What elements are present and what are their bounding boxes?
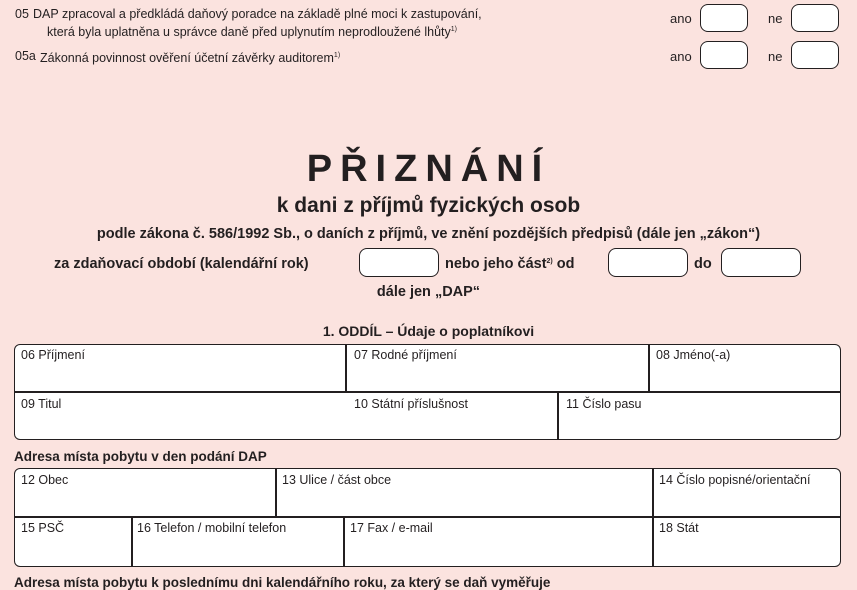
address-1-grid (14, 468, 841, 567)
section-1-title: 1. ODDÍL – Údaje o poplatníkovi (322, 323, 535, 339)
address-1-title: Adresa místa pobytu v den podání DAP (14, 449, 267, 464)
field-18-country[interactable]: 18 Stát (659, 521, 699, 535)
period-label: za zdaňovací období (kalendářní rok) (54, 256, 309, 272)
row-05a-yes-box[interactable] (700, 41, 748, 69)
field-11-passport[interactable]: 11 Číslo pasu (566, 397, 642, 411)
row-05-text-2: která byla uplatněna u správce daně před uplynutím neprodloužené lhůty (47, 25, 451, 39)
row-05-yes-box[interactable] (700, 4, 748, 32)
row-05a-footnote: 1) (333, 52, 341, 59)
from-label: od (556, 256, 575, 272)
row-05a-no-label: ne (768, 49, 783, 64)
field-08-first-name[interactable]: 08 Jméno(-a) (656, 348, 731, 362)
row-05a-yes-label: ano (670, 49, 692, 64)
period-part-label: nebo jeho část (445, 256, 547, 272)
field-12-city[interactable]: 12 Obec (21, 473, 69, 487)
field-06-surname[interactable]: 06 Příjmení (21, 348, 85, 362)
row-05a-text: Zákonná povinnost ověření účetní závěrky auditorem (40, 51, 334, 65)
period-part-wrap (445, 256, 575, 272)
row-05a-code: 05a (15, 49, 36, 63)
row-05-footnote: 1) (450, 26, 457, 33)
field-17-fax-email[interactable]: 17 Fax / e-mail (350, 521, 433, 535)
law-line: podle zákona č. 586/1992 Sb., o daních z příjmů, ve znění pozdějších předpisů (dále jen „zákon“) (96, 226, 761, 242)
field-13-street[interactable]: 13 Ulice / část obce (282, 473, 392, 487)
row-05-text-2-wrap (47, 22, 457, 40)
field-10-citizenship[interactable]: 10 Státní příslušnost (354, 397, 468, 411)
page-title: PŘIZNÁNÍ (306, 148, 551, 190)
field-09-title[interactable]: 09 Titul (21, 397, 62, 411)
field-15-postal-code[interactable]: 15 PSČ (21, 521, 65, 535)
period-part-footnote: 2) (546, 258, 553, 265)
page-subtitle: k dani z příjmů fyzických osob (276, 194, 581, 217)
period-to-box[interactable] (721, 248, 801, 277)
section-1-grid (14, 344, 841, 440)
field-14-house-number[interactable]: 14 Číslo popisné/orientační (659, 473, 811, 487)
field-07-birth-surname[interactable]: 07 Rodné příjmení (354, 348, 457, 362)
row-05a-text-wrap (40, 48, 340, 66)
row-05-no-box[interactable] (791, 4, 839, 32)
row-05-no-label: ne (768, 11, 783, 26)
period-from-box[interactable] (608, 248, 688, 277)
row-05a-no-box[interactable] (791, 41, 839, 69)
field-16-phone[interactable]: 16 Telefon / mobilní telefon (137, 521, 287, 535)
period-year-box[interactable] (359, 248, 439, 277)
row-05-yes-label: ano (670, 11, 692, 26)
row-05-text-1: DAP zpracoval a předkládá daňový poradce na základě plné moci k zastupování, (33, 7, 482, 21)
address-2-title: Adresa místa pobytu k poslednímu dni kalendářního roku, za který se daň vyměřuje (14, 575, 551, 590)
row-05-code: 05 (15, 7, 29, 21)
to-label: do (694, 256, 712, 272)
dap-label: dále jen „DAP“ (376, 284, 481, 300)
